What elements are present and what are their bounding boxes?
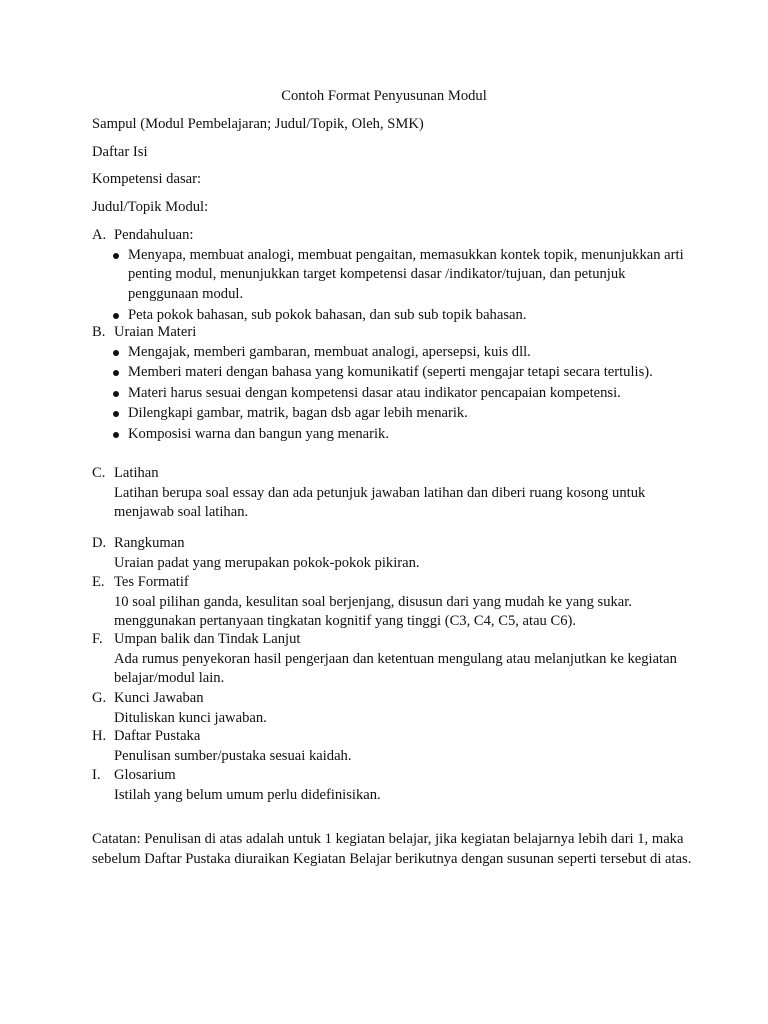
section-heading: Tes Formatif bbox=[114, 574, 189, 590]
section-body: Istilah yang belum umum perlu didefinisikan. bbox=[114, 786, 381, 803]
section-heading: Pendahuluan: bbox=[114, 227, 194, 243]
intro-toc: Daftar Isi bbox=[92, 144, 148, 160]
section-letter: C. bbox=[92, 465, 106, 481]
bullet-icon bbox=[113, 370, 119, 376]
closing-note: Catatan: Penulisan di atas adalah untuk 1 kegiatan belajar, jika kegiatan belajarnya lebih dari 1, maka sebelum Daftar Pustaka diuraikan Kegiatan Belajar berikutnya dengan susunan seperti tersebut di atas. bbox=[92, 831, 692, 867]
intro-cover: Sampul (Modul Pembelajaran; Judul/Topik, Oleh, SMK) bbox=[92, 116, 424, 132]
section-body: Uraian padat yang merupakan pokok-pokok pikiran. bbox=[114, 554, 420, 571]
section-body: 10 soal pilihan ganda, kesulitan soal berjenjang, disusun dari yang mudah ke yang sukar. menggunakan pertanyaan tingkatan kognitif yang tinggi (C3, C4, C5, atau C6). bbox=[114, 593, 632, 629]
list-item: Memberi materi dengan bahasa yang komunikatif (seperti mengajar tetapi secara tertulis). bbox=[92, 363, 692, 384]
list-item: Peta pokok bahasan, sub pokok bahasan, dan sub sub topik bahasan. bbox=[92, 306, 692, 326]
section-e bbox=[92, 573, 692, 632]
list-item: Komposisi warna dan bangun yang menarik. bbox=[92, 425, 692, 445]
section-heading: Latihan bbox=[114, 465, 159, 481]
bullet-list bbox=[92, 246, 692, 326]
section-body: Ada rumus penyekoran hasil pengerjaan dan ketentuan mengulang atau melanjutkan ke kegiatan belajar/modul lain. bbox=[114, 650, 677, 686]
bullet-icon bbox=[113, 391, 119, 397]
bullet-icon bbox=[113, 432, 119, 438]
document-title: Contoh Format Penyusunan Modul bbox=[281, 88, 487, 104]
section-letter: E. bbox=[92, 574, 105, 590]
section-letter: G. bbox=[92, 690, 107, 706]
section-heading: Daftar Pustaka bbox=[114, 728, 201, 744]
bullet-icon bbox=[113, 350, 119, 356]
section-heading: Umpan balik dan Tindak Lanjut bbox=[114, 631, 301, 647]
section-letter: F. bbox=[92, 631, 103, 647]
bullet-list bbox=[92, 343, 692, 445]
section-body: Latihan berupa soal essay dan ada petunjuk jawaban latihan dan diberi ruang kosong untuk menjawab soal latihan. bbox=[114, 484, 646, 520]
section-d bbox=[92, 534, 692, 573]
section-letter: D. bbox=[92, 535, 107, 551]
section-f bbox=[92, 630, 692, 689]
section-letter: H. bbox=[92, 728, 107, 744]
section-letter: A. bbox=[92, 227, 107, 243]
list-item: Dilengkapi gambar, matrik, bagan dsb agar lebih menarik. bbox=[92, 404, 692, 425]
section-letter: I. bbox=[92, 767, 101, 783]
section-letter: B. bbox=[92, 324, 106, 340]
section-i bbox=[92, 766, 692, 805]
section-g bbox=[92, 689, 692, 728]
bullet-icon bbox=[113, 253, 119, 259]
section-body: Dituliskan kunci jawaban. bbox=[114, 709, 267, 726]
section-h bbox=[92, 727, 692, 766]
list-item: Mengajak, memberi gambaran, membuat analogi, apersepsi, kuis dll. bbox=[92, 343, 692, 364]
section-a bbox=[92, 226, 692, 326]
list-item: Menyapa, membuat analogi, membuat pengaitan, memasukkan kontek topik, menunjukkan arti penting modul, menunjukkan target kompetensi dasar /indikator/tujuan, dan petunjuk penggunaan modul. bbox=[92, 246, 692, 307]
bullet-icon bbox=[113, 411, 119, 417]
intro-module-title: Judul/Topik Modul: bbox=[92, 199, 209, 215]
list-item: Materi harus sesuai dengan kompetensi dasar atau indikator pencapaian kompetensi. bbox=[92, 384, 692, 405]
section-heading: Uraian Materi bbox=[114, 324, 197, 340]
section-heading: Kunci Jawaban bbox=[114, 690, 204, 706]
section-heading: Glosarium bbox=[114, 767, 176, 783]
bullet-icon bbox=[113, 313, 119, 319]
section-b bbox=[92, 323, 692, 444]
section-body: Penulisan sumber/pustaka sesuai kaidah. bbox=[114, 747, 352, 764]
section-c bbox=[92, 464, 692, 523]
intro-basic-competency: Kompetensi dasar: bbox=[92, 171, 202, 187]
section-heading: Rangkuman bbox=[114, 535, 185, 551]
